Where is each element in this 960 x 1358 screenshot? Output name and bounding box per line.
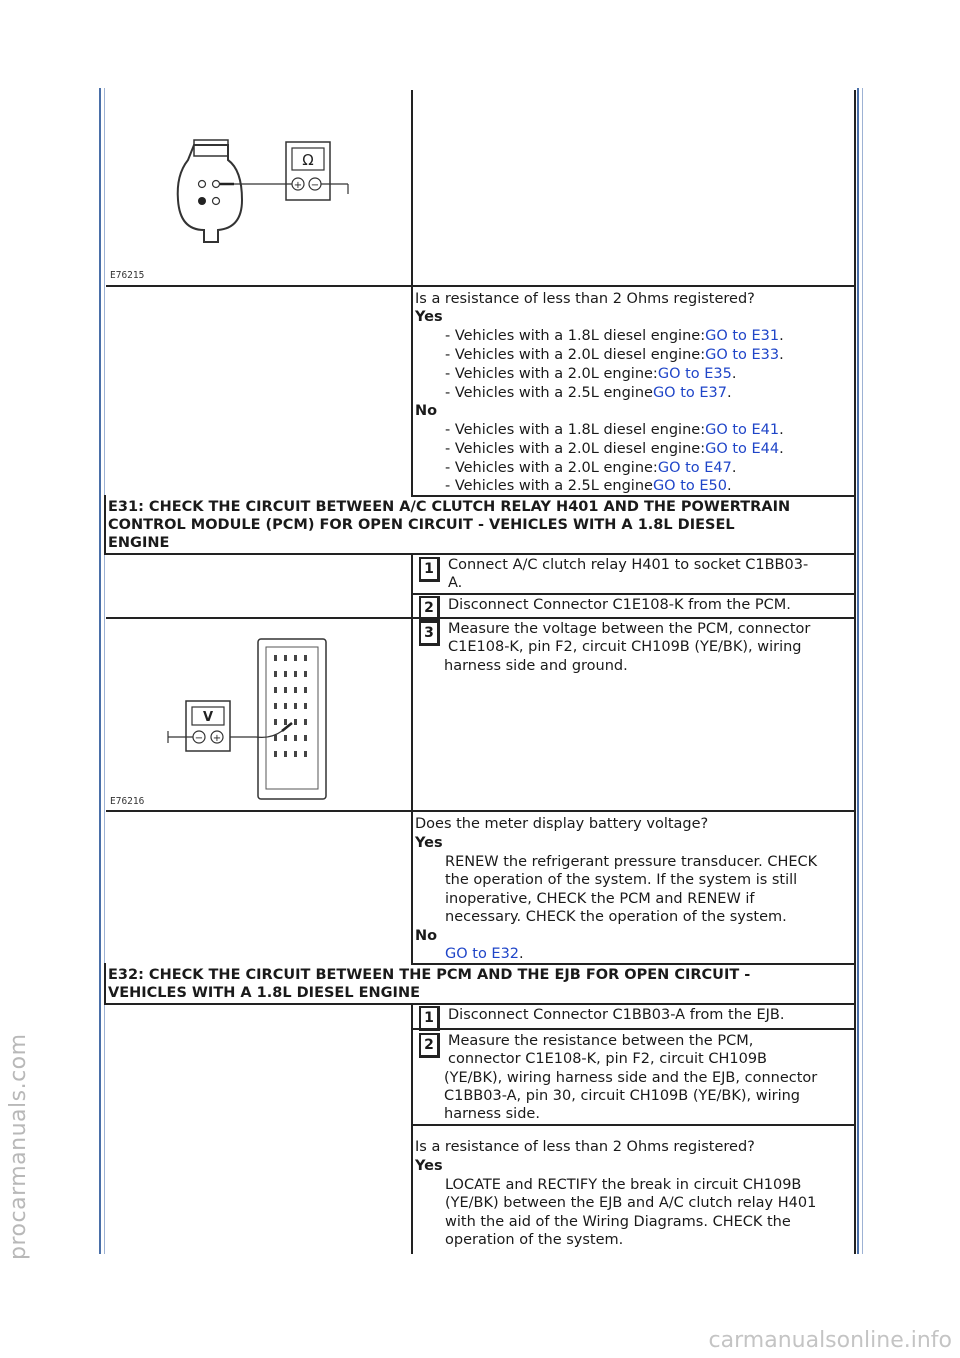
bottom-watermark: carmanualsonline.info (708, 1328, 952, 1353)
figure-text-cell-1 (411, 90, 856, 287)
left-margin-rule (99, 88, 101, 1254)
q1-no-item: - Vehicles with a 1.8L diesel engine:GO to E41. (445, 422, 784, 438)
step-text: Measure the voltage between the PCM, connector (448, 621, 811, 637)
step-text: C1E108-K, pin F2, circuit CH109B (YE/BK), wiring (448, 639, 802, 655)
e32-step-1-cell (411, 1003, 856, 1030)
q1-no-item: - Vehicles with a 2.0L diesel engine:GO to E44. (445, 441, 784, 457)
step-text: A. (448, 575, 463, 591)
plus-terminal: + (293, 180, 303, 191)
q3-cell (411, 1124, 856, 1254)
q2-yes-text: RENEW the refrigerant pressure transducer. CHECK (445, 854, 818, 870)
q2-no-label: No (415, 928, 438, 944)
step-text: Measure the resistance between the PCM, (448, 1033, 754, 1049)
figure-cell-1 (106, 90, 412, 287)
q3-yes-label: Yes (415, 1158, 443, 1174)
q3-question: Is a resistance of less than 2 Ohms registered? (415, 1139, 755, 1155)
q2-no-text: GO to E32. (445, 946, 524, 962)
right-margin-rule (857, 88, 859, 1254)
q1-no-item: - Vehicles with a 2.0L engine:GO to E47. (445, 460, 737, 476)
q3-yes-text: (YE/BK) between the EJB and A/C clutch relay H401 (445, 1195, 817, 1211)
q2-yes-label: Yes (415, 835, 443, 851)
step-text: (YE/BK), wiring harness side and the EJB, connector (444, 1070, 818, 1086)
step-text: harness side. (444, 1106, 540, 1122)
q2-yes-text: the operation of the system. If the system is still (445, 872, 798, 888)
link-e32[interactable]: GO to E32 (445, 946, 520, 962)
pcm-connector-diagram (106, 619, 406, 809)
e31-step-3-cell (411, 617, 856, 812)
q1-yes-item: - Vehicles with a 2.0L engine:GO to E35. (445, 366, 737, 382)
e32-heading-line-1: E32: CHECK THE CIRCUIT BETWEEN THE PCM AND THE EJB FOR OPEN CIRCUIT - (108, 967, 751, 983)
q1-cell (411, 285, 856, 497)
q1-yes-item: - Vehicles with a 1.8L diesel engine:GO to E31. (445, 328, 784, 344)
link-e41[interactable]: GO to E41 (705, 422, 780, 438)
link-e35[interactable]: GO to E35 (657, 366, 732, 382)
link-e50[interactable]: GO to E50 (652, 478, 727, 494)
q1-no-label: No (415, 403, 438, 419)
step-text: connector C1E108-K, pin F2, circuit CH109B (448, 1051, 767, 1067)
q2-cell (411, 810, 856, 965)
right-margin-rule-inner (862, 88, 863, 1254)
left-margin-rule-inner (104, 88, 105, 1254)
q1-yes-label: Yes (415, 309, 443, 325)
e31-step-2-cell (411, 593, 856, 619)
plus-terminal: + (212, 733, 222, 744)
step-text: C1BB03-A, pin 30, circuit CH109B (YE/BK), wiring (444, 1088, 801, 1104)
q3-yes-text: with the aid of the Wiring Diagrams. CHECK the (445, 1214, 791, 1230)
q3-yes-text: LOCATE and RECTIFY the break in circuit CH109B (445, 1177, 802, 1193)
step-number: 2 (419, 596, 440, 621)
step-text: Connect A/C clutch relay H401 to socket C1BB03- (448, 557, 809, 573)
step-text: Disconnect Connector C1E108-K from the PCM. (448, 597, 791, 613)
e32-heading-line-2: VEHICLES WITH A 1.8L DIESEL ENGINE (108, 985, 420, 1001)
q2-question: Does the meter display battery voltage? (415, 816, 709, 832)
connector-diagram-1 (106, 90, 406, 285)
ohm-symbol: Ω (302, 151, 314, 169)
step-text: Disconnect Connector C1BB03-A from the EJB. (448, 1007, 785, 1023)
q3-yes-text: operation of the system. (445, 1232, 624, 1248)
q1-question: Is a resistance of less than 2 Ohms registered? (415, 291, 755, 307)
q1-yes-item: - Vehicles with a 2.5L engineGO to E37. (445, 385, 732, 401)
step-number: 1 (419, 1006, 440, 1031)
q2-yes-text: necessary. CHECK the operation of the system. (445, 909, 787, 925)
step-number: 3 (419, 621, 440, 646)
figure-cell-2 (106, 617, 412, 812)
step-number: 2 (419, 1033, 440, 1058)
q1-yes-item: - Vehicles with a 2.0L diesel engine:GO to E33. (445, 347, 784, 363)
e31-heading-cell (104, 495, 856, 555)
e31-heading-line-1: E31: CHECK THE CIRCUIT BETWEEN A/C CLUTCH RELAY H401 AND THE POWERTRAIN (108, 499, 791, 515)
figure-caption-2: E76216 (110, 796, 145, 807)
side-watermark: procarmanuals.com (6, 1033, 31, 1260)
q2-yes-text: inoperative, CHECK the PCM and RENEW if (445, 891, 755, 907)
minus-terminal: − (310, 180, 320, 191)
minus-terminal: − (194, 733, 204, 744)
e31-heading-line-3: ENGINE (108, 535, 170, 551)
figure-caption-1: E76215 (110, 270, 145, 281)
e31-step-1-cell (411, 553, 856, 595)
volt-symbol: V (202, 710, 214, 725)
link-e37[interactable]: GO to E37 (652, 385, 727, 401)
step-number: 1 (419, 557, 440, 582)
step-text: harness side and ground. (444, 658, 628, 674)
q1-no-item: - Vehicles with a 2.5L engineGO to E50. (445, 478, 732, 494)
link-e47[interactable]: GO to E47 (657, 460, 732, 476)
e31-heading-line-2: CONTROL MODULE (PCM) FOR OPEN CIRCUIT - VEHICLES WITH A 1.8L DIESEL (108, 517, 735, 533)
e32-heading-cell (104, 963, 856, 1005)
link-e31[interactable]: GO to E31 (705, 328, 780, 344)
link-e44[interactable]: GO to E44 (705, 441, 780, 457)
e32-step-2-cell (411, 1028, 856, 1126)
link-e33[interactable]: GO to E33 (705, 347, 780, 363)
